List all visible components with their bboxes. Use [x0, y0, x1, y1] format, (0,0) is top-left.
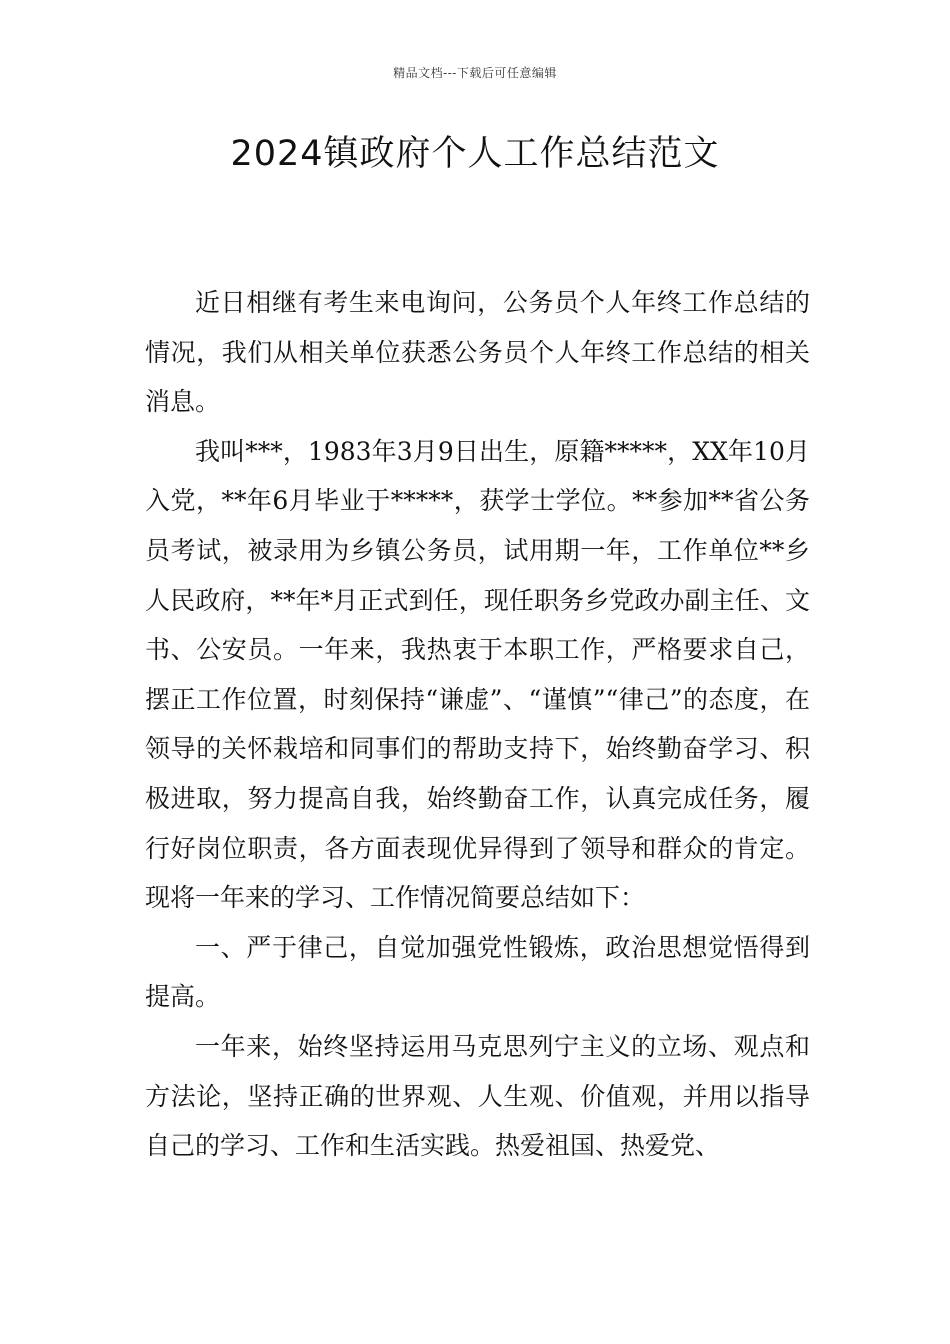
- paragraph-intro: 近日相继有考生来电询问，公务员个人年终工作总结的情况，我们从相关单位获悉公务员个人年终工作总结的相关消息。: [145, 288, 810, 417]
- paragraph-section-heading-1: 一、严于律己，自觉加强党性锻炼，政治思想觉悟得到提高。: [145, 932, 810, 1012]
- paragraph-self-introduction: 我叫***，1983年3月9日出生，原籍*****，XX年10月入党，**年6月毕业于*****，获学士学位。**参加**省公务员考试，被录用为乡镇公务员，试用期一年，工作单位**乡人民政府，**年*月正式到任，现任职务乡党政办副主任、文书、公安员。一年来，我热衷于本职工作，严格要求自己，摆正工作位置，时刻保持“谦虚”、“谨慎”“律己”的态度，在领导的关怀栽培和同事们的帮助支持下，始终勤奋学习、积极进取，努力提高自我，始终勤奋工作，认真完成任务，履行好岗位职责，各方面表现优异得到了领导和群众的肯定。现将一年来的学习、工作情况简要总结如下：: [145, 436, 810, 913]
- header-note: 精品文档---下载后可任意编辑: [393, 66, 557, 80]
- document-body: [145, 278, 810, 1171]
- document-title: 2024镇政府个人工作总结范文: [230, 134, 720, 174]
- paragraph-section-1-body: 一年来，始终坚持运用马克思列宁主义的立场、观点和方法论，坚持正确的世界观、人生观、价值观，并用以指导自己的学习、工作和生活实践。热爱祖国、热爱党、: [145, 1031, 810, 1161]
